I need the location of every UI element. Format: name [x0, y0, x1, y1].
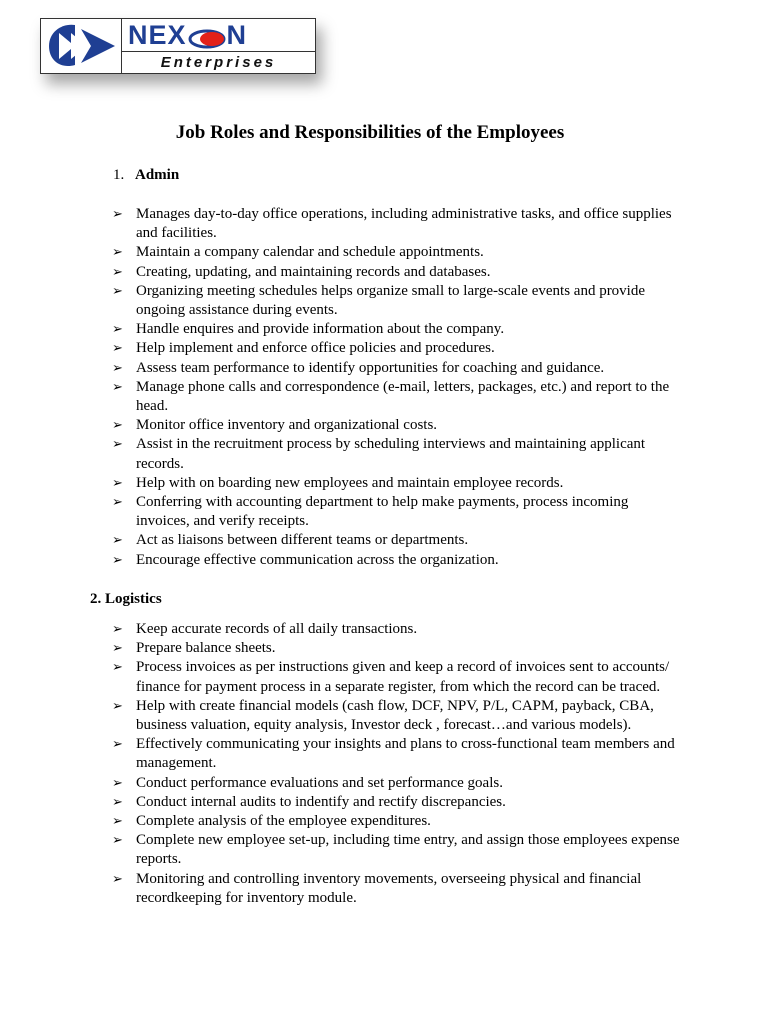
list-item-text: Act as liaisons between different teams or departments.	[136, 532, 469, 549]
logistics-responsibilities-list	[112, 620, 682, 908]
section-title: Logistics	[105, 591, 162, 607]
list-item-text: Assist in the recruitment process by scheduling interviews and maintaining applicant records.	[136, 436, 646, 472]
list-item-text: Conduct internal audits to indentify and rectify discrepancies.	[136, 793, 506, 810]
list-item-text: Handle enquires and provide information about the company.	[136, 321, 505, 338]
list-item-text: Prepare balance sheets.	[136, 640, 276, 657]
page-title: Job Roles and Responsibilities of the Employees	[175, 122, 565, 143]
list-item-text: Complete new employee set-up, including time entry, and assign those employees expense reports.	[136, 832, 680, 868]
list-item-text: Creating, updating, and maintaining records and databases.	[136, 263, 491, 280]
list-item	[112, 282, 682, 320]
arrow-bullet-icon: ➢	[112, 622, 123, 637]
list-item-text: Maintain a company calendar and schedule appointments.	[136, 244, 484, 261]
list-item	[112, 243, 682, 262]
section-number: 1.	[113, 167, 125, 183]
list-item	[112, 620, 682, 639]
arrow-bullet-icon: ➢	[112, 833, 123, 849]
arrow-bullet-icon: ➢	[112, 698, 123, 714]
list-item-text: Help with on boarding new employees and maintain employee records.	[136, 474, 564, 491]
list-item-text: Manages day-to-day office operations, including administrative tasks, and office supplies and facilities.	[136, 206, 672, 242]
arrow-bullet-icon: ➢	[112, 437, 123, 453]
arrow-bullet-icon: ➢	[112, 775, 123, 791]
list-item	[112, 435, 682, 473]
list-item	[112, 205, 682, 243]
arrow-bullet-icon: ➢	[112, 641, 123, 657]
list-item-text: Effectively communicating your insights and plans to cross-functional team members and management.	[136, 736, 675, 772]
arrow-bullet-icon: ➢	[112, 495, 123, 511]
list-item-text: Monitoring and controlling inventory movements, overseeing physical and financial recordkeeping for inventory module.	[136, 870, 642, 906]
list-item-text: Complete analysis of the employee expenditures.	[136, 813, 431, 830]
arrow-bullet-icon: ➢	[112, 245, 123, 261]
list-item	[112, 416, 682, 435]
list-item	[112, 378, 682, 416]
arrow-bullet-icon: ➢	[112, 341, 123, 357]
admin-responsibilities-list	[112, 205, 682, 570]
list-item	[112, 320, 682, 339]
arrow-bullet-icon: ➢	[112, 533, 123, 549]
list-item-text: Encourage effective communication across the organization.	[136, 551, 499, 568]
list-item	[112, 359, 682, 378]
arrow-bullet-icon: ➢	[112, 871, 123, 887]
list-item	[112, 493, 682, 531]
list-item	[112, 831, 682, 869]
arrow-bullet-icon: ➢	[112, 379, 123, 395]
logo-brand	[122, 19, 315, 52]
list-item-text: Manage phone calls and correspondence (e-mail, letters, packages, etc.) and report to the head.	[136, 378, 670, 415]
arrow-bullet-icon: ➢	[112, 552, 123, 568]
list-item	[112, 697, 682, 735]
logo-brand-end-text: N	[226, 19, 248, 50]
list-item-text: Keep accurate records of all daily transactions.	[136, 621, 418, 637]
arrow-bullet-icon: ➢	[112, 360, 123, 376]
list-item	[112, 774, 682, 793]
section-number: 2.	[90, 591, 102, 607]
arrow-bullet-icon: ➢	[112, 737, 123, 753]
company-logo	[40, 18, 316, 74]
logo-brand-text: NEX	[128, 19, 187, 50]
list-item	[112, 639, 682, 658]
list-item	[112, 735, 682, 773]
section-title: Admin	[135, 167, 180, 183]
arrow-bullet-icon: ➢	[112, 794, 123, 810]
list-item-text: Assess team performance to identify opportunities for coaching and guidance.	[136, 359, 605, 376]
list-item	[112, 531, 682, 550]
arrow-bullet-icon: ➢	[112, 322, 123, 338]
list-item-text: Help with create financial models (cash flow, DCF, NPV, P/L, CAPM, payback, CBA, business valuation, equity analysis, Investor deck , forecast…and various models).	[136, 697, 654, 734]
section-heading-admin	[113, 167, 179, 184]
list-item-text: Monitor office inventory and organizational costs.	[136, 417, 438, 434]
logo-subtitle: Enterprises	[160, 54, 277, 71]
arrow-bullet-icon: ➢	[112, 814, 123, 830]
arrow-bullet-icon: ➢	[112, 418, 123, 434]
list-item-text: Help implement and enforce office policies and procedures.	[136, 340, 495, 357]
list-item-text: Process invoices as per instructions given and keep a record of invoices sent to accounts/ finance for payment process in a separate register, from which the record can be traced.	[136, 659, 670, 695]
list-item-text: Conferring with accounting department to help make payments, process incoming invoices, and verify receipts.	[136, 494, 629, 530]
logo-o-swoosh-icon	[188, 25, 226, 45]
section-heading-logistics	[90, 591, 162, 608]
arrow-bullet-icon: ➢	[112, 283, 123, 299]
list-item-text: Organizing meeting schedules helps organize small to large-scale events and provide ongoing assistance during events.	[136, 282, 646, 319]
arrow-bullet-icon: ➢	[112, 660, 123, 676]
list-item	[112, 474, 682, 493]
list-item-text: Conduct performance evaluations and set performance goals.	[136, 774, 503, 791]
list-item	[112, 551, 682, 570]
logo-mark-icon	[41, 19, 122, 73]
list-item	[112, 658, 682, 696]
arrow-bullet-icon: ➢	[112, 264, 123, 280]
list-item	[112, 793, 682, 812]
list-item	[112, 812, 682, 831]
arrow-bullet-icon: ➢	[112, 207, 123, 222]
list-item	[112, 870, 682, 908]
list-item	[112, 263, 682, 282]
arrow-bullet-icon: ➢	[112, 475, 123, 491]
list-item	[112, 339, 682, 358]
